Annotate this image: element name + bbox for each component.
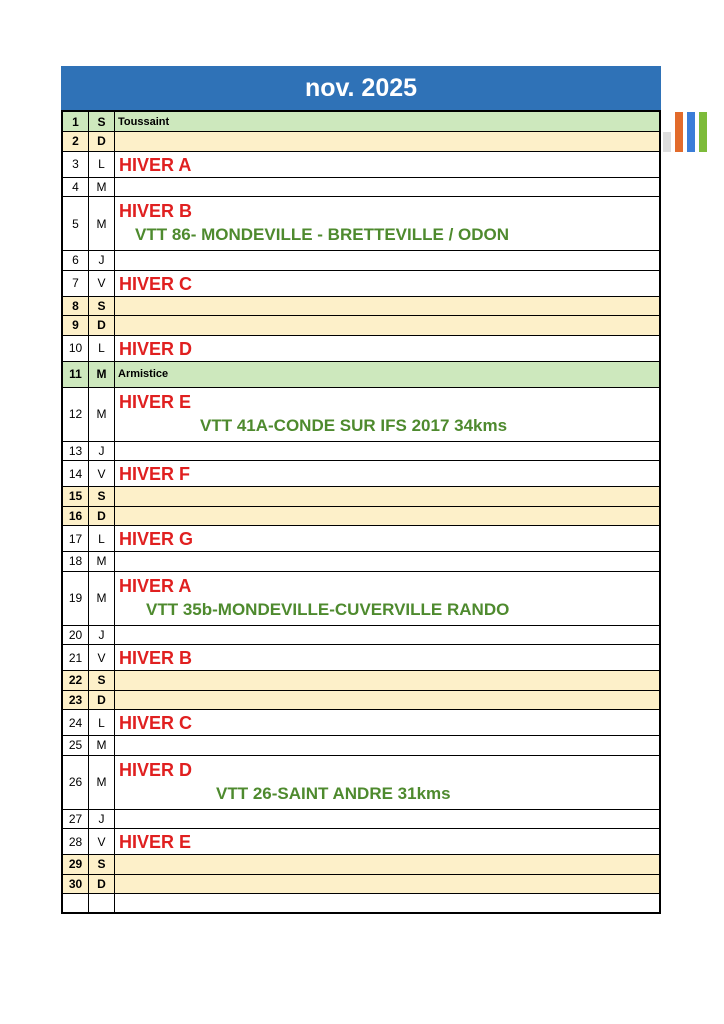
day-row: [63, 316, 659, 336]
day-of-week: D: [89, 507, 115, 526]
hiver-label: HIVER B: [119, 648, 193, 668]
day-of-week: M: [89, 197, 115, 250]
hiver-label: HIVER A: [119, 575, 192, 596]
event-cell: [115, 197, 659, 250]
event-cell: [115, 736, 659, 755]
day-number: 9: [63, 316, 89, 335]
day-row: [63, 112, 659, 132]
day-of-week: S: [89, 112, 115, 131]
event-cell: [115, 132, 659, 151]
day-row: [63, 875, 659, 895]
day-of-week: M: [89, 572, 115, 625]
hiver-label: HIVER C: [119, 713, 193, 733]
day-number: 16: [63, 507, 89, 526]
day-of-week: D: [89, 691, 115, 710]
event-cell: [115, 271, 659, 296]
day-number: 26: [63, 756, 89, 809]
event-cell: [115, 626, 659, 645]
day-number: 12: [63, 388, 89, 441]
day-row: [63, 691, 659, 711]
day-of-week: L: [89, 526, 115, 551]
day-of-week: M: [89, 552, 115, 571]
day-of-week: S: [89, 487, 115, 506]
day-number: 29: [63, 855, 89, 874]
event-cell: [115, 507, 659, 526]
color-marker: [699, 132, 707, 152]
day-number: 21: [63, 645, 89, 670]
calendar: [61, 66, 661, 914]
hiver-label: HIVER B: [119, 201, 193, 221]
event-cell: [115, 756, 659, 809]
day-of-week: V: [89, 461, 115, 486]
day-of-week: V: [89, 829, 115, 854]
day-of-week: M: [89, 736, 115, 755]
day-of-week: D: [89, 132, 115, 151]
event-cell: [115, 461, 659, 486]
event-cell: [115, 671, 659, 690]
day-of-week: S: [89, 855, 115, 874]
day-row: [63, 178, 659, 198]
hiver-label: HIVER C: [119, 273, 193, 294]
day-number: 8: [63, 297, 89, 316]
day-of-week: M: [89, 756, 115, 809]
day-number: 20: [63, 626, 89, 645]
day-row: [63, 251, 659, 271]
event-cell: [115, 112, 659, 131]
event-cell: [115, 710, 659, 735]
color-marker: [687, 132, 695, 152]
day-of-week: D: [89, 316, 115, 335]
color-marker: [675, 112, 683, 132]
day-number: 17: [63, 526, 89, 551]
day-row: [63, 710, 659, 736]
event-cell: [115, 645, 659, 670]
day-number: [63, 894, 89, 912]
event-cell: [115, 526, 659, 551]
day-of-week: J: [89, 626, 115, 645]
hiver-label: HIVER D: [119, 759, 193, 780]
day-number: 18: [63, 552, 89, 571]
day-of-week: V: [89, 271, 115, 296]
event-cell: [115, 152, 659, 177]
day-of-week: L: [89, 710, 115, 735]
day-of-week: J: [89, 251, 115, 270]
day-row: [63, 336, 659, 362]
day-row: [63, 487, 659, 507]
month-header: nov. 2025: [61, 66, 661, 110]
day-row: [63, 810, 659, 830]
hiver-label: HIVER E: [119, 391, 192, 412]
day-number: 27: [63, 810, 89, 829]
day-of-week: M: [89, 388, 115, 441]
event-cell: [115, 362, 659, 387]
vtt-ride-label: VTT 41A-CONDE SUR IFS 2017 34kms: [200, 415, 508, 435]
day-number: 19: [63, 572, 89, 625]
day-number: 2: [63, 132, 89, 151]
day-number: 15: [63, 487, 89, 506]
day-number: 3: [63, 152, 89, 177]
day-of-week: V: [89, 645, 115, 670]
day-number: 22: [63, 671, 89, 690]
hiver-label: HIVER D: [119, 338, 193, 359]
day-number: 24: [63, 710, 89, 735]
event-cell: [115, 316, 659, 335]
color-marker: [675, 132, 683, 152]
day-row: [63, 645, 659, 671]
day-number: 4: [63, 178, 89, 197]
vtt-ride-label: VTT 35b-MONDEVILLE-CUVERVILLE RANDO: [146, 599, 510, 619]
day-row: [63, 152, 659, 178]
event-cell: [115, 251, 659, 270]
day-of-week: M: [89, 362, 115, 387]
event-cell: [115, 875, 659, 894]
color-marker: [699, 112, 707, 132]
day-row: [63, 626, 659, 646]
event-cell: [115, 810, 659, 829]
day-of-week: J: [89, 810, 115, 829]
holiday-label: Armistice: [118, 368, 169, 380]
day-number: 13: [63, 442, 89, 461]
day-of-week: D: [89, 875, 115, 894]
day-row: [63, 388, 659, 442]
color-marker: [687, 112, 695, 132]
hiver-label: HIVER G: [119, 529, 194, 549]
calendar-grid: [61, 110, 661, 914]
day-row: [63, 271, 659, 297]
day-number: 28: [63, 829, 89, 854]
day-row: [63, 197, 659, 251]
day-row: [63, 526, 659, 552]
day-number: 30: [63, 875, 89, 894]
event-cell: [115, 829, 659, 854]
day-row: [63, 572, 659, 626]
day-row: [63, 756, 659, 810]
event-cell: [115, 855, 659, 874]
day-number: 10: [63, 336, 89, 361]
day-row: [63, 461, 659, 487]
event-cell: [115, 572, 659, 625]
day-of-week: M: [89, 178, 115, 197]
day-row: [63, 442, 659, 462]
day-row: [63, 671, 659, 691]
color-marker: [663, 132, 671, 152]
hiver-label: HIVER A: [119, 154, 192, 175]
hiver-label: HIVER E: [119, 832, 192, 852]
day-row: [63, 362, 659, 388]
day-of-week: L: [89, 336, 115, 361]
day-number: 23: [63, 691, 89, 710]
vtt-ride-label: VTT 86- MONDEVILLE - BRETTEVILLE / ODON: [135, 225, 510, 244]
event-cell: [115, 388, 659, 441]
day-number: 11: [63, 362, 89, 387]
day-of-week: [89, 894, 115, 912]
day-number: 14: [63, 461, 89, 486]
day-row: [63, 855, 659, 875]
day-number: 7: [63, 271, 89, 296]
holiday-label: Toussaint: [118, 115, 170, 128]
day-number: 5: [63, 197, 89, 250]
day-row: [63, 132, 659, 152]
day-row: [63, 829, 659, 855]
event-cell: [115, 691, 659, 710]
day-number: 1: [63, 112, 89, 131]
event-cell: [115, 297, 659, 316]
event-cell: [115, 178, 659, 197]
day-of-week: L: [89, 152, 115, 177]
day-row: [63, 552, 659, 572]
day-row: [63, 736, 659, 756]
event-cell: [115, 442, 659, 461]
day-row: [63, 297, 659, 317]
event-cell: [115, 336, 659, 361]
day-number: 25: [63, 736, 89, 755]
vtt-ride-label: VTT 26-SAINT ANDRE 31kms: [216, 783, 451, 803]
day-of-week: S: [89, 297, 115, 316]
day-number: 6: [63, 251, 89, 270]
event-cell: [115, 487, 659, 506]
event-cell: [115, 552, 659, 571]
day-of-week: S: [89, 671, 115, 690]
day-of-week: J: [89, 442, 115, 461]
hiver-label: HIVER F: [119, 464, 191, 484]
blank-row: [63, 894, 659, 913]
day-row: [63, 507, 659, 527]
event-cell: [115, 894, 659, 912]
